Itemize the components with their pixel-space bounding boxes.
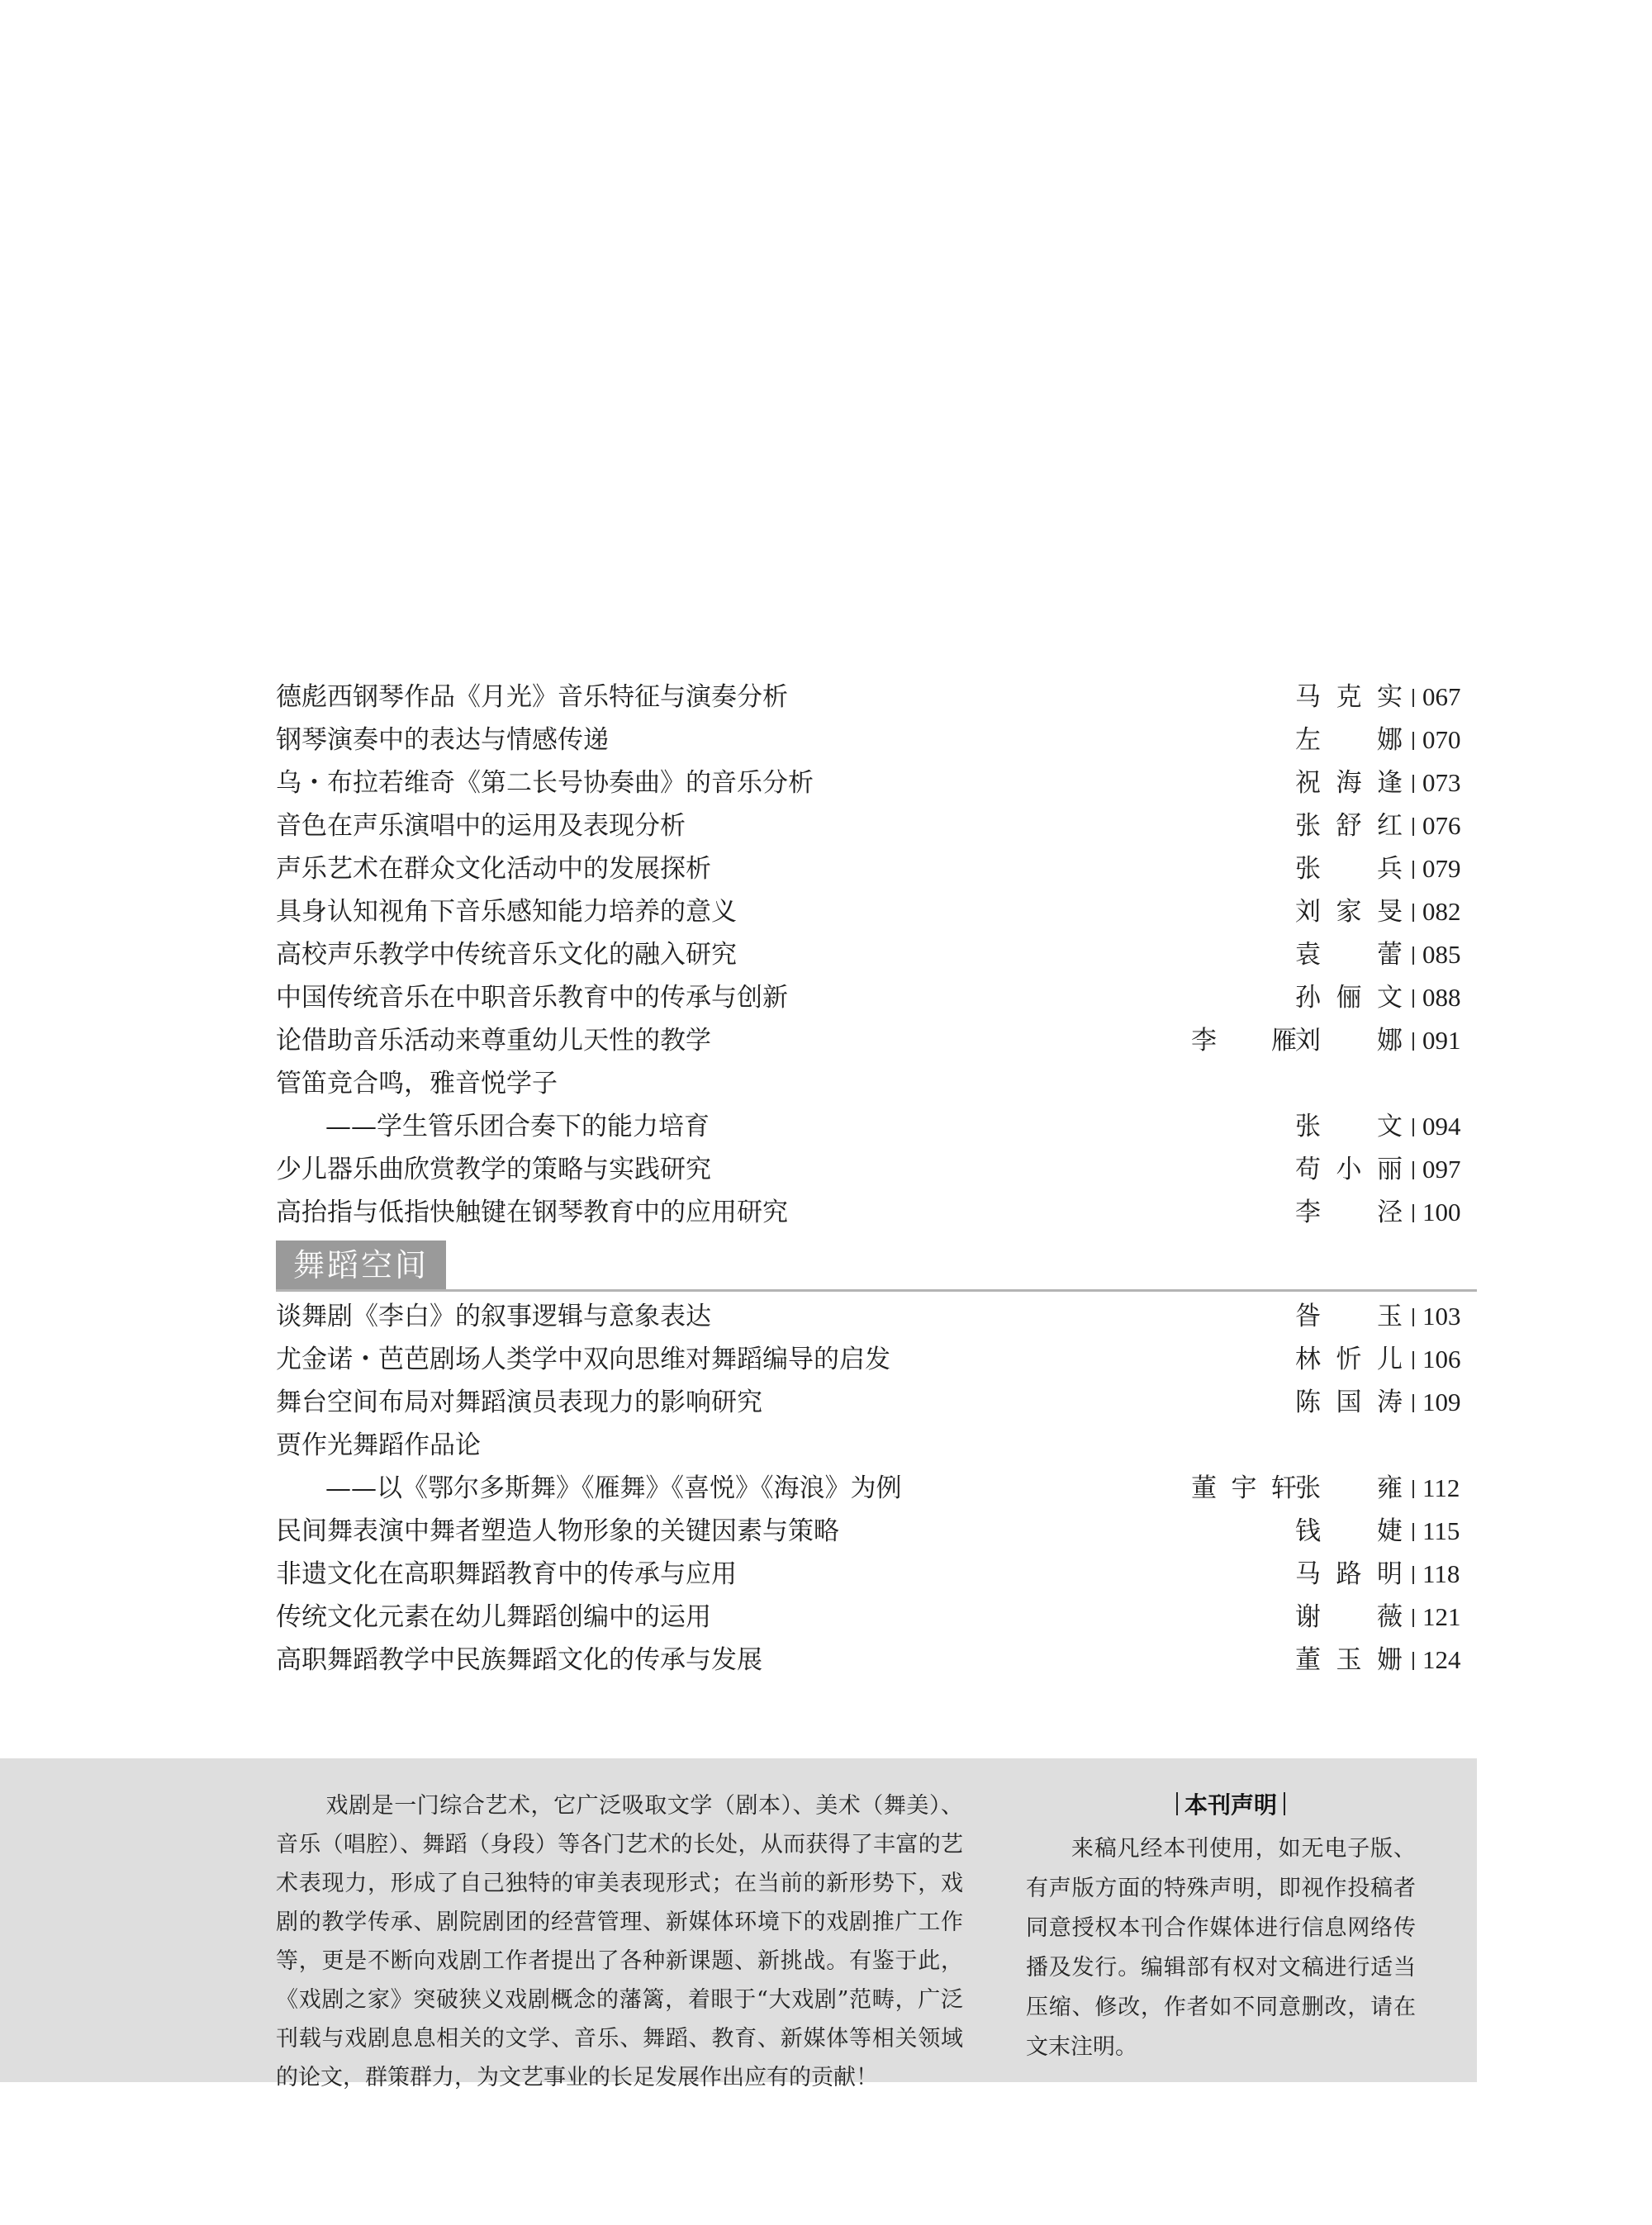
page-number <box>1412 1105 1461 1148</box>
name-char: 婕 <box>1377 1516 1403 1546</box>
name-spread <box>1191 1019 1297 1062</box>
name-char: 钱 <box>1295 1516 1321 1546</box>
article-title: 德彪西钢琴作品《月光》音乐特征与演奏分析 <box>276 682 788 712</box>
notice-title <box>1170 1786 1292 1824</box>
name-char: 明 <box>1377 1559 1403 1589</box>
name-char: 旻 <box>1377 897 1403 927</box>
name-char: 舒 <box>1336 811 1362 841</box>
name-char: 昝 <box>1295 1302 1321 1331</box>
page-separator <box>1412 775 1414 793</box>
name-char: 林 <box>1295 1345 1321 1374</box>
name-char: 李 <box>1191 1026 1217 1056</box>
journal-intro <box>276 1786 963 2097</box>
name-char: 逢 <box>1377 768 1403 798</box>
page-number <box>1412 890 1461 933</box>
page-number <box>1412 1019 1461 1062</box>
name-char: 玉 <box>1377 1302 1403 1331</box>
page-separator <box>1412 904 1414 922</box>
page-separator <box>1412 1161 1414 1179</box>
page-number <box>1412 761 1461 804</box>
article-title: 谈舞剧《李白》的叙事逻辑与意象表达 <box>276 1302 711 1331</box>
page-separator <box>1412 1480 1414 1498</box>
name-char: 祝 <box>1295 768 1321 798</box>
notice-body-text: 来稿凡经本刊使用，如无电子版、有声版方面的特殊声明，即视作投稿者同意授权本刊合作媒体进行信息网络传播及发行。编辑部有权对文稿进行适当压缩、修改，作者如不同意删改，请在文末注明。 <box>1026 1836 1416 2060</box>
page-number-text: 124 <box>1422 1645 1461 1674</box>
page-number-text: 100 <box>1422 1198 1461 1226</box>
page-separator <box>1412 946 1414 965</box>
article-subtitle: ——以《鄂尔多斯舞》《雁舞》《喜悦》《海浪》为例 <box>325 1473 902 1503</box>
toc-entry[interactable] <box>276 1596 1477 1639</box>
name-char: 左 <box>1295 725 1321 755</box>
page-number <box>1412 1596 1461 1639</box>
page-number-text: 079 <box>1422 854 1461 883</box>
article-title: 尤金诺・芭芭剧场人类学中双向思维对舞蹈编导的启发 <box>276 1345 890 1374</box>
page-number <box>1412 933 1461 976</box>
toc-entry[interactable] <box>276 1553 1477 1596</box>
name-char: 俪 <box>1336 983 1362 1013</box>
page-number <box>1412 1191 1461 1234</box>
article-title: 论借助音乐活动来尊重幼儿天性的教学 <box>276 1026 711 1056</box>
page-number-text: 106 <box>1422 1345 1461 1373</box>
name-char: 姗 <box>1377 1645 1403 1675</box>
name-char: 张 <box>1295 1112 1321 1141</box>
page-number-text: 067 <box>1422 682 1461 711</box>
name-spread <box>1295 890 1403 933</box>
page-number-text: 082 <box>1422 897 1461 926</box>
toc-entry[interactable] <box>276 1424 1477 1467</box>
article-author <box>1295 1639 1403 1682</box>
page-separator <box>1412 1652 1414 1670</box>
name-char: 儿 <box>1377 1345 1403 1374</box>
page-separator <box>1412 861 1414 879</box>
article-title: 声乐艺术在群众文化活动中的发展探析 <box>276 854 711 884</box>
name-char: 刘 <box>1295 897 1321 927</box>
article-title: 传统文化元素在幼儿舞蹈创编中的运用 <box>276 1602 711 1632</box>
name-char: 谢 <box>1295 1602 1321 1632</box>
name-char: 刘 <box>1295 1026 1321 1056</box>
name-spread <box>1295 1510 1403 1553</box>
name-spread <box>1295 847 1403 890</box>
article-author <box>1295 1553 1403 1596</box>
name-char: 袁 <box>1295 940 1321 970</box>
name-spread <box>1295 761 1403 804</box>
name-char: 李 <box>1295 1198 1321 1227</box>
name-char: 陈 <box>1295 1388 1321 1417</box>
name-spread <box>1295 1381 1403 1424</box>
footer-band <box>0 1758 1477 2090</box>
toc-entry[interactable] <box>276 804 1477 847</box>
name-char: 轩 <box>1271 1473 1297 1503</box>
name-char: 文 <box>1377 1112 1403 1141</box>
page-separator <box>1412 1566 1414 1584</box>
article-title: 少儿器乐曲欣赏教学的策略与实践研究 <box>276 1155 711 1184</box>
page-separator <box>1412 689 1414 707</box>
toc-entry[interactable] <box>276 1338 1477 1381</box>
name-char: 苟 <box>1295 1155 1321 1184</box>
name-char: 雁 <box>1271 1026 1297 1056</box>
article-author <box>1295 719 1403 761</box>
notice-title-text: 本刊声明 <box>1184 1791 1278 1819</box>
journal-intro-text: 戏剧是一门综合艺术，它广泛吸取文学（剧本）、美术（舞美）、音乐（唱腔）、舞蹈（身段）等各门艺术的长处，从而获得了丰富的艺术表现力，形成了自己独特的审美表现形式；在当前的新形势下，戏剧的教学传承、剧院剧团的经营管理、新媒体环境下的戏剧推广工作等，更是不断向戏剧工作者提出了各种新课题、新挑战。有鉴于此，《戏剧之家》突破狭义戏剧概念的藩篱，着眼于“大戏剧”范畴，广泛刊载与戏剧息息相关的文学、音乐、舞蹈、教育、新媒体等相关领域的论文，群策群力，为文艺事业的长足发展作出应有的贡献！ <box>276 1793 963 2090</box>
name-spread <box>1295 804 1403 847</box>
divider-bar <box>1284 1792 1285 1815</box>
page-separator <box>1412 1609 1414 1627</box>
name-char: 娜 <box>1377 725 1403 755</box>
toc-entry[interactable] <box>276 1019 1477 1062</box>
page-number <box>1412 847 1461 890</box>
page-number <box>1412 719 1461 761</box>
article-title: 高抬指与低指快触键在钢琴教育中的应用研究 <box>276 1198 788 1227</box>
toc-entry[interactable] <box>276 676 1477 719</box>
page-number-text: 121 <box>1422 1602 1461 1631</box>
name-char: 国 <box>1336 1388 1362 1417</box>
page-separator <box>1412 1032 1414 1051</box>
article-author <box>1295 1295 1403 1338</box>
name-spread <box>1295 1338 1403 1381</box>
page-number <box>1412 1553 1460 1596</box>
name-spread <box>1295 1295 1403 1338</box>
name-spread <box>1295 676 1403 719</box>
page-number <box>1412 1338 1461 1381</box>
name-char: 丽 <box>1377 1155 1403 1184</box>
section-label: 舞蹈空间 <box>276 1241 446 1290</box>
name-spread <box>1295 1105 1403 1148</box>
name-char: 涛 <box>1377 1388 1403 1417</box>
page-number <box>1412 976 1461 1019</box>
page-separator <box>1412 732 1414 750</box>
article-author <box>1295 1381 1403 1424</box>
page-number-text: 088 <box>1422 983 1461 1012</box>
name-char: 海 <box>1336 768 1362 798</box>
page-number-text: 103 <box>1422 1302 1461 1331</box>
name-char: 张 <box>1295 811 1321 841</box>
article-subtitle: ——学生管乐团合奏下的能力培育 <box>325 1112 710 1141</box>
article-author <box>1295 804 1403 847</box>
name-spread <box>1295 933 1403 976</box>
name-spread <box>1191 1467 1297 1510</box>
name-char: 小 <box>1336 1155 1362 1184</box>
toc-entry[interactable] <box>276 1105 1477 1148</box>
page-number <box>1412 1148 1461 1191</box>
page-number <box>1412 1510 1460 1553</box>
toc-entry[interactable] <box>276 1191 1477 1234</box>
name-char: 红 <box>1377 811 1403 841</box>
toc-dance <box>276 1295 1477 1682</box>
article-title: 高职舞蹈教学中民族舞蹈文化的传承与发展 <box>276 1645 762 1675</box>
page-number-text: 070 <box>1422 725 1461 754</box>
article-author <box>1295 847 1403 890</box>
page-number <box>1412 1381 1461 1424</box>
article-coauthor <box>1191 1019 1297 1062</box>
name-spread <box>1295 1019 1403 1062</box>
article-title: 民间舞表演中舞者塑造人物形象的关键因素与策略 <box>276 1516 839 1546</box>
article-title: 贾作光舞蹈作品论 <box>276 1430 481 1460</box>
article-author <box>1295 933 1403 976</box>
name-spread <box>1295 1596 1403 1639</box>
article-author <box>1295 1338 1403 1381</box>
name-char: 张 <box>1295 1473 1321 1503</box>
page-separator <box>1412 1523 1414 1541</box>
page-number <box>1412 804 1461 847</box>
toc-entry[interactable] <box>276 976 1477 1019</box>
article-author <box>1295 1467 1403 1510</box>
page-number-text: 109 <box>1422 1388 1461 1416</box>
article-author <box>1295 976 1403 1019</box>
section-header <box>276 1241 1477 1292</box>
page-number <box>1412 676 1461 719</box>
article-author <box>1295 1019 1403 1062</box>
article-title: 钢琴演奏中的表达与情感传递 <box>276 725 609 755</box>
toc-entry[interactable] <box>276 1148 1477 1191</box>
name-char: 路 <box>1336 1559 1362 1589</box>
name-char: 雍 <box>1377 1473 1403 1503</box>
name-char: 泾 <box>1377 1198 1403 1227</box>
name-char: 实 <box>1377 682 1403 712</box>
name-char: 忻 <box>1336 1345 1362 1374</box>
toc-entry[interactable] <box>276 1467 1477 1510</box>
name-spread <box>1295 1191 1403 1234</box>
page-number-text: 112 <box>1422 1473 1460 1502</box>
name-char: 兵 <box>1377 854 1403 884</box>
article-coauthor <box>1191 1467 1297 1510</box>
article-author <box>1295 1105 1403 1148</box>
name-char: 蕾 <box>1377 940 1403 970</box>
toc-entry[interactable] <box>276 1510 1477 1553</box>
name-spread <box>1295 719 1403 761</box>
notice-body <box>1026 1829 1416 2067</box>
toc-entry[interactable] <box>276 1381 1477 1424</box>
toc-entry[interactable] <box>276 761 1477 804</box>
article-author <box>1295 676 1403 719</box>
toc-music <box>276 676 1477 1234</box>
article-title: 音色在声乐演唱中的运用及表现分析 <box>276 811 686 841</box>
page-separator <box>1412 989 1414 1008</box>
name-char: 娜 <box>1377 1026 1403 1056</box>
page-number-text: 097 <box>1422 1155 1461 1184</box>
toc-entry[interactable] <box>276 1062 1477 1105</box>
article-title: 高校声乐教学中传统音乐文化的融入研究 <box>276 940 737 970</box>
name-char: 董 <box>1295 1645 1321 1675</box>
name-spread <box>1295 1148 1403 1191</box>
name-char: 董 <box>1191 1473 1217 1503</box>
name-char: 马 <box>1295 1559 1321 1589</box>
name-char: 宇 <box>1231 1473 1257 1503</box>
article-title: 中国传统音乐在中职音乐教育中的传承与创新 <box>276 983 788 1013</box>
article-title: 具身认知视角下音乐感知能力培养的意义 <box>276 897 737 927</box>
divider-bar <box>1176 1792 1178 1815</box>
name-char: 孙 <box>1295 983 1321 1013</box>
toc-entry[interactable] <box>276 1639 1477 1682</box>
page-separator <box>1412 1351 1414 1369</box>
page-number-text: 091 <box>1422 1026 1461 1055</box>
section-divider <box>276 1289 1477 1292</box>
article-title: 乌・布拉若维奇《第二长号协奏曲》的音乐分析 <box>276 768 814 798</box>
page-number-text: 094 <box>1422 1112 1461 1141</box>
page-number <box>1412 1467 1460 1510</box>
name-char: 薇 <box>1377 1602 1403 1632</box>
name-spread <box>1295 1639 1403 1682</box>
name-char: 文 <box>1377 983 1403 1013</box>
toc-entry[interactable] <box>276 1295 1477 1338</box>
article-author <box>1295 1596 1403 1639</box>
article-author <box>1295 890 1403 933</box>
page-number-text: 076 <box>1422 811 1461 840</box>
toc-entry[interactable] <box>276 933 1477 976</box>
article-author <box>1295 1148 1403 1191</box>
name-spread <box>1295 1467 1403 1510</box>
article-author <box>1295 1191 1403 1234</box>
name-char: 家 <box>1336 897 1362 927</box>
page-separator <box>1412 1308 1414 1326</box>
name-char: 玉 <box>1336 1645 1362 1675</box>
name-char: 张 <box>1295 854 1321 884</box>
page-number <box>1412 1295 1461 1338</box>
toc-dance-section <box>276 1241 1477 1682</box>
page-separator <box>1412 1204 1414 1222</box>
name-char: 马 <box>1295 682 1321 712</box>
article-title: 非遗文化在高职舞蹈教育中的传承与应用 <box>276 1559 737 1589</box>
page-number-text: 115 <box>1422 1516 1460 1545</box>
toc-entry[interactable] <box>276 890 1477 933</box>
page-number-text: 073 <box>1422 768 1461 797</box>
name-spread <box>1295 976 1403 1019</box>
article-title: 舞台空间布局对舞蹈演员表现力的影响研究 <box>276 1388 762 1417</box>
article-title: 管笛竞合鸣，雅音悦学子 <box>276 1069 558 1098</box>
page-separator <box>1412 1118 1414 1136</box>
name-spread <box>1295 1553 1403 1596</box>
toc-entry[interactable] <box>276 847 1477 890</box>
page-number-text: 118 <box>1422 1559 1460 1588</box>
article-author <box>1295 761 1403 804</box>
name-char: 克 <box>1336 682 1362 712</box>
page-number-text: 085 <box>1422 940 1461 969</box>
article-author <box>1295 1510 1403 1553</box>
toc-entry[interactable] <box>276 719 1477 761</box>
page-separator <box>1412 818 1414 836</box>
page-number <box>1412 1639 1461 1682</box>
page-separator <box>1412 1394 1414 1412</box>
